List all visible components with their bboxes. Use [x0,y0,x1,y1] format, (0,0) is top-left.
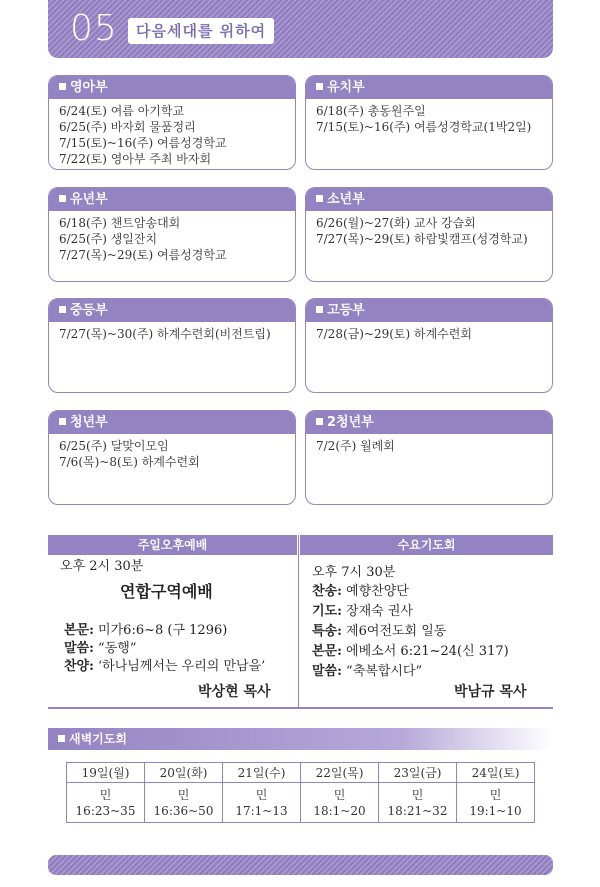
dept-event: 7/6(목)~8(토) 하계수련회 [59,455,200,469]
field-value: 에베소서 6:21~24(신 317) [341,644,509,659]
day-header: 19일(월) [67,763,145,783]
book-name: 민 [333,787,346,802]
dept-event: 7/2(주) 월례회 [316,439,395,453]
dept-header [306,411,552,434]
field-value: 미가6:6~8 (구 1296) [93,623,228,638]
square-bullet-icon [59,418,66,425]
dept-event: 7/27(목)~30(주) 하계수련회(비전트립) [59,327,271,341]
wednesday-hymn [312,583,409,601]
field-label: 특송: [312,624,342,639]
scripture-cell [379,783,457,823]
dept-event: 6/25(주) 생일잔치 [59,232,158,246]
dept-header [306,188,552,211]
wednesday-special-song [312,623,446,641]
field-label: 말씀: [64,641,94,656]
scripture-cell [223,783,301,823]
dept-header [306,76,552,99]
section-number: 05 [70,8,118,49]
dept-box-kindergarten [305,75,553,170]
verse-range: 19:1~10 [469,803,522,818]
section-header-bar [48,0,553,58]
book-name: 민 [489,787,502,802]
wednesday-service-header: 수요기도회 [300,535,553,555]
scripture-cell [457,783,535,823]
square-bullet-icon [59,195,66,202]
dept-box-young-adult-2 [305,410,553,505]
field-label: 찬송: [312,584,342,599]
dawn-prayer-header [48,728,553,750]
dept-box-primary [48,187,296,282]
sunday-scripture [64,622,227,640]
square-bullet-icon [58,735,65,742]
scripture-cell [67,783,145,823]
dept-name: 2청년부 [327,415,374,430]
field-value: 장재숙 권사 [341,604,413,619]
square-bullet-icon [316,195,323,202]
field-label: 본문: [312,644,342,659]
wednesday-pastor: 박남규 목사 [454,684,527,700]
dept-name: 영아부 [70,80,108,95]
field-value: 제6여전도회 일동 [341,624,447,639]
field-value: 예향찬양단 [341,584,409,599]
dept-box-middle-school [48,298,296,393]
book-name: 민 [177,787,190,802]
book-name: 민 [255,787,268,802]
square-bullet-icon [316,83,323,90]
field-label: 기도: [312,604,342,619]
field-value: ‘하나님께서는 우리의 만남을’ [93,659,266,674]
verse-range: 18:1~20 [313,803,366,818]
day-header: 20일(화) [145,763,223,783]
dept-event: 7/15(토)~16(주) 여름성경학교(1박2일) [316,120,532,134]
field-value: “동행” [93,641,137,656]
sunday-time: 오후 2시 30분 [60,559,144,574]
dept-box-junior [305,187,553,282]
dept-event: 6/18(주) 챈트암송대회 [59,216,181,230]
dept-event: 7/27(목)~29(토) 하람빛캠프(성경학교) [316,232,528,246]
day-header: 23일(금) [379,763,457,783]
field-label: 본문: [64,623,94,638]
column-divider [298,535,299,707]
dept-box-infant [48,75,296,170]
square-bullet-icon [316,418,323,425]
square-bullet-icon [59,306,66,313]
dept-name: 고등부 [327,303,365,318]
table-row [67,783,535,823]
wednesday-prayer [312,603,413,621]
dept-event: 7/15(토)~16(주) 여름성경학교 [59,136,227,150]
dept-name: 청년부 [70,415,108,430]
wednesday-sermon [312,663,422,681]
dawn-prayer-title: 새벽기도회 [69,732,127,746]
field-label: 말씀: [312,664,342,679]
scripture-cell [145,783,223,823]
section-title: 다음세대를 위하여 [128,18,274,44]
dawn-prayer-table [66,762,535,823]
book-name: 민 [99,787,112,802]
dept-box-youth [48,410,296,505]
dept-event: 6/25(주) 달맞이모임 [59,439,169,453]
book-name: 민 [411,787,424,802]
day-header: 21일(수) [223,763,301,783]
verse-range: 18:21~32 [387,803,448,818]
day-header: 24일(토) [457,763,535,783]
section-divider [48,707,553,709]
dept-event: 6/18(주) 총동원주일 [316,104,426,118]
dept-event: 7/27(목)~29(토) 여름성경학교 [59,248,227,262]
sunday-service-header: 주일오후예배 [48,535,297,555]
dept-header [49,411,295,434]
dept-header [49,299,295,322]
dept-event: 6/25(주) 바자회 물품정리 [59,120,196,134]
dept-event: 6/26(월)~27(화) 교사 강습회 [316,216,476,230]
dept-header [49,188,295,211]
square-bullet-icon [316,306,323,313]
verse-range: 16:23~35 [75,803,136,818]
verse-range: 17:1~13 [235,803,288,818]
sunday-sermon [64,640,136,658]
field-value: “축복합시다” [341,664,423,679]
dept-event: 7/28(금)~29(토) 하계수련회 [316,327,472,341]
sunday-praise [64,658,265,676]
dept-name: 유년부 [70,192,108,207]
sunday-service-name: 연합구역예배 [120,582,213,601]
dept-box-high-school [305,298,553,393]
scripture-cell [301,783,379,823]
dept-header [49,76,295,99]
verse-range: 16:36~50 [153,803,214,818]
table-header-row [67,763,535,783]
wednesday-scripture [312,643,509,661]
sunday-pastor: 박상현 목사 [198,684,271,700]
dept-event: 7/22(토) 영아부 주최 바자회 [59,152,212,166]
dept-header [306,299,552,322]
square-bullet-icon [59,83,66,90]
dept-name: 중등부 [70,303,108,318]
day-header: 22일(목) [301,763,379,783]
footer-bar [48,855,553,875]
dept-event: 6/24(토) 여름 아기학교 [59,104,185,118]
dept-name: 유치부 [327,80,365,95]
wednesday-time: 오후 7시 30분 [312,565,396,580]
dept-name: 소년부 [327,192,365,207]
field-label: 찬양: [64,659,94,674]
